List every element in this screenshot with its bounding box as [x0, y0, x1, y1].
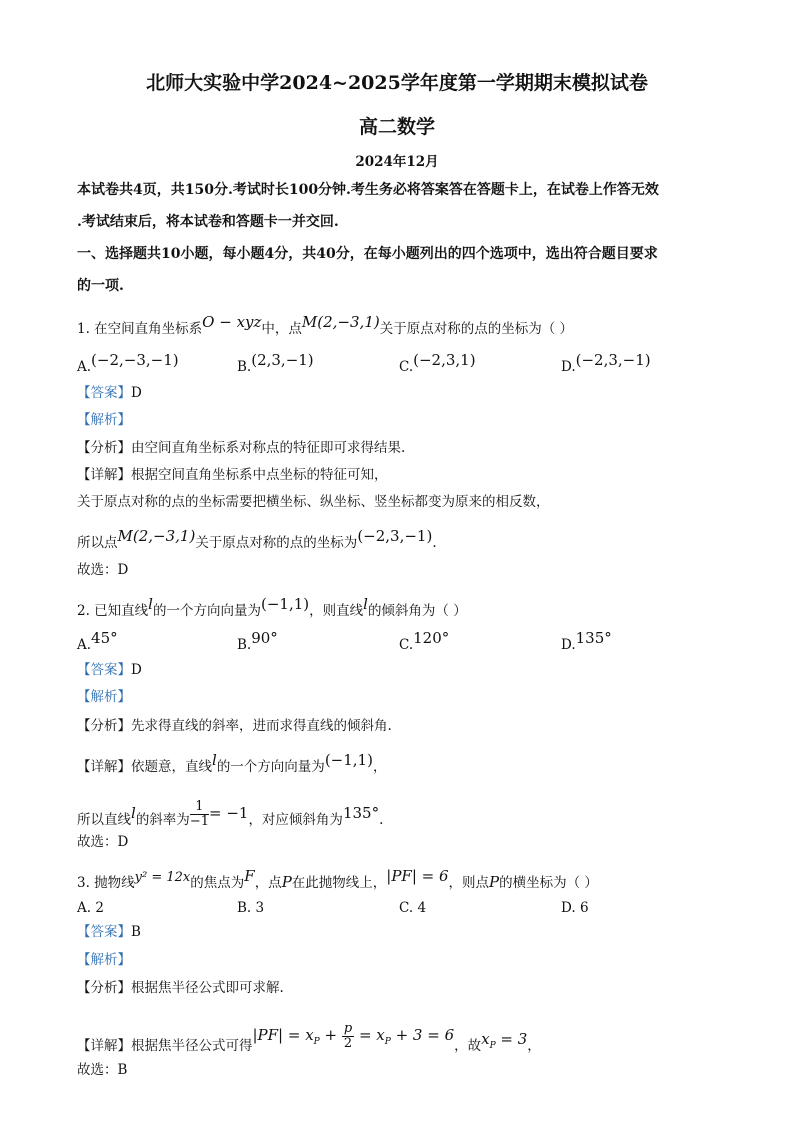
q1-option-d: D.(−2,3,−1) — [561, 351, 651, 375]
intro-line-1: 本试卷共4页，共150分.考试时长100分钟.考生务必将答案答在答题卡上，在试卷上作答无效 — [77, 182, 659, 198]
q2-fraction: $\frac{1}{-1}$ — [189, 799, 209, 829]
exam-title: 北师大实验中学2024~2025学年度第一学期期末模拟试卷 — [146, 72, 648, 94]
q3-choice: 故选：B — [77, 1062, 128, 1078]
q3-stem: 3. 抛物线y² = 12x的焦点为F，点P在此抛物线上，|PF| = 6，则点P的横坐标为（ ） — [77, 867, 598, 891]
exam-date: 2024年12月 — [355, 154, 439, 170]
q3-option-d: D. 6 — [561, 900, 589, 916]
q1-option-a: A.(−2,−3,−1) — [77, 351, 179, 375]
q2-option-b: B.90° — [237, 629, 278, 653]
q2-choice: 故选：D — [77, 834, 129, 850]
q3-fenxi: 【分析】根据焦半径公式即可求解. — [77, 980, 284, 996]
q1-option-c: C.(−2,3,1) — [399, 351, 476, 375]
q3-answer: 【答案】B — [77, 924, 141, 940]
q2-detail-1: 【详解】依题意，直线l的一个方向向量为(−1,1)， — [77, 751, 387, 775]
q1-point: M(2,−3,1) — [301, 313, 380, 331]
section-heading-2: 的一项. — [77, 278, 124, 294]
q3-detail: 【详解】根据焦半径公式可得$|PF| = x_P$ + $\frac{p}{2}$ = $x_P + 3 = 6$，故$x_P = 3$， — [77, 1021, 541, 1054]
q2-option-c: C.120° — [399, 629, 450, 653]
q2-fenxi: 【分析】先求得直线的斜率，进而求得直线的倾斜角. — [77, 718, 392, 734]
section-heading-1: 一、选择题共10小题，每小题4分，共40分，在每小题列出的四个选项中，选出符合题目要求 — [77, 246, 658, 262]
q1-detail-1: 【详解】根据空间直角坐标系中点坐标的特征可知， — [77, 467, 388, 483]
q2-answer: 【答案】D — [77, 662, 142, 678]
q1-choice: 故选：D — [77, 562, 129, 578]
intro-line-2: .考试结束后，将本试卷和答题卡一并交回. — [77, 214, 339, 230]
q2-option-d: D.135° — [561, 629, 612, 653]
q2-analysis-label: 【解析】 — [77, 689, 131, 705]
q1-coord-system: O − xyz — [202, 313, 262, 331]
q3-option-b: B. 3 — [237, 900, 265, 916]
q1-fenxi: 【分析】由空间直角坐标系对称点的特征即可求得结果. — [77, 440, 406, 456]
q1-detail-2: 关于原点对称的点的坐标需要把横坐标、纵坐标、竖坐标都变为原来的相反数， — [77, 494, 550, 510]
q3-option-a: A. 2 — [77, 900, 104, 916]
q1-answer: 【答案】D — [77, 385, 142, 401]
q1-stem: 1. 在空间直角坐标系O − xyz中，点M(2,−3,1)关于原点对称的点的坐标为（ ） — [77, 313, 574, 337]
q1-option-b: B.(2,3,−1) — [237, 351, 314, 375]
q3-option-c: C. 4 — [399, 900, 427, 916]
q3-analysis-label: 【解析】 — [77, 952, 131, 968]
q3-fraction: $\frac{p}{2}$ — [343, 1021, 353, 1051]
q1-analysis-label: 【解析】 — [77, 412, 131, 428]
q2-stem: 2. 已知直线l的一个方向向量为(−1,1)，则直线l的倾斜角为（ ） — [77, 595, 467, 619]
exam-subject: 高二数学 — [358, 116, 435, 138]
q2-option-a: A.45° — [77, 629, 118, 653]
q1-detail-3: 所以点M(2,−3,1)关于原点对称的点的坐标为(−2,3,−1). — [77, 527, 437, 551]
q2-detail-2: 所以直线l的斜率为 $\frac{1}{-1}$ = −1，对应倾斜角为135°. — [77, 799, 384, 829]
